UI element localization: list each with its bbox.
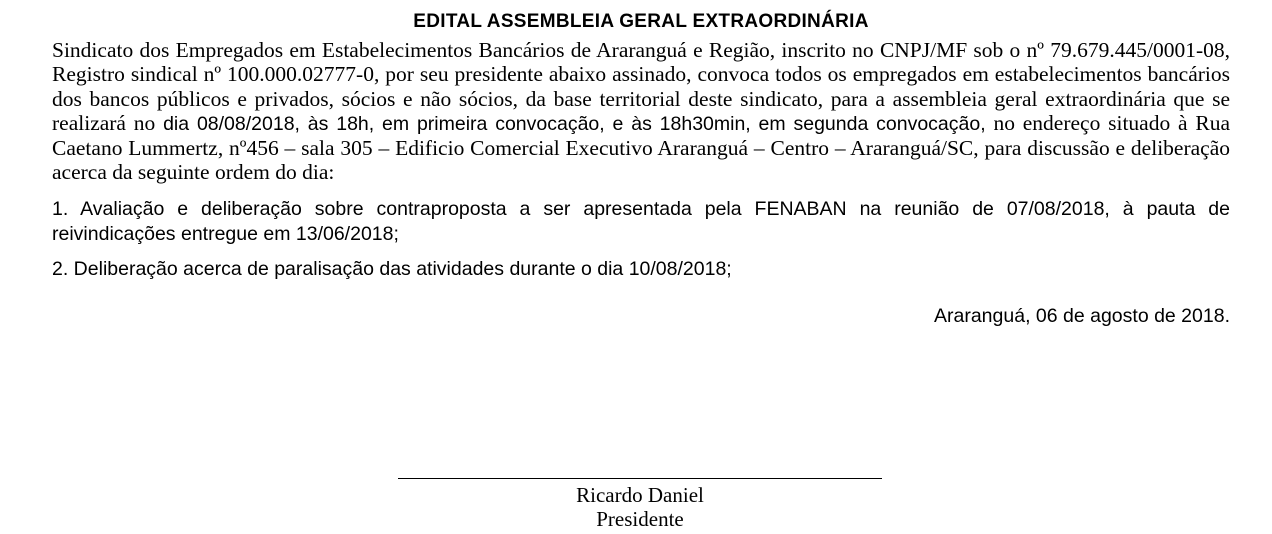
signatory-name: Ricardo Daniel	[576, 483, 704, 507]
agenda-item: 2. Deliberação acerca de paralisação das atividades durante o dia 10/08/2018;	[52, 257, 732, 280]
agenda-item: 1. Avaliação e deliberação sobre contraproposta a ser apresentada pela FENABAN na reunião de 07/08/2018, à pauta de reivindicações entregue em 13/06/2018;	[52, 197, 1230, 245]
signatory-role: Presidente	[596, 507, 684, 531]
convocation-text-address: no endereço situado à Rua Caetano Lummertz, nº456 – sala 305 – Edificio Comercial Executivo Araranguá – Centro – Araranguá/SC, para discussão e deliberação acerca da seguinte ordem do dia:	[52, 110, 1230, 185]
document	[52, 0, 1230, 329]
document-title: EDITAL ASSEMBLEIA GERAL EXTRAORDINÁRIA	[413, 11, 869, 32]
convocation-text-schedule: dia 08/08/2018, às 18h, em primeira convocação, e às 18h30min, em segunda convocação,	[163, 112, 986, 135]
signature-block	[398, 478, 882, 531]
convocation-paragraph	[52, 38, 1230, 185]
convocation-text-intro: Sindicato dos Empregados em Estabelecimentos Bancários de Araranguá e Região, inscrito no CNPJ/MF sob o nº 79.679.445/0001-08, Registro sindical nº 100.000.02777-0, por seu presidente abaixo assinado, convoca todos os empregados em estabelecimentos bancários dos bancos públicos e privados, sócios e não sócios, da base territorial deste sindicato, para a assembleia geral extraordinária que se realizará no	[52, 38, 1230, 135]
signature-line	[398, 478, 882, 479]
place-and-date: Araranguá, 06 de agosto de 2018.	[934, 304, 1230, 327]
